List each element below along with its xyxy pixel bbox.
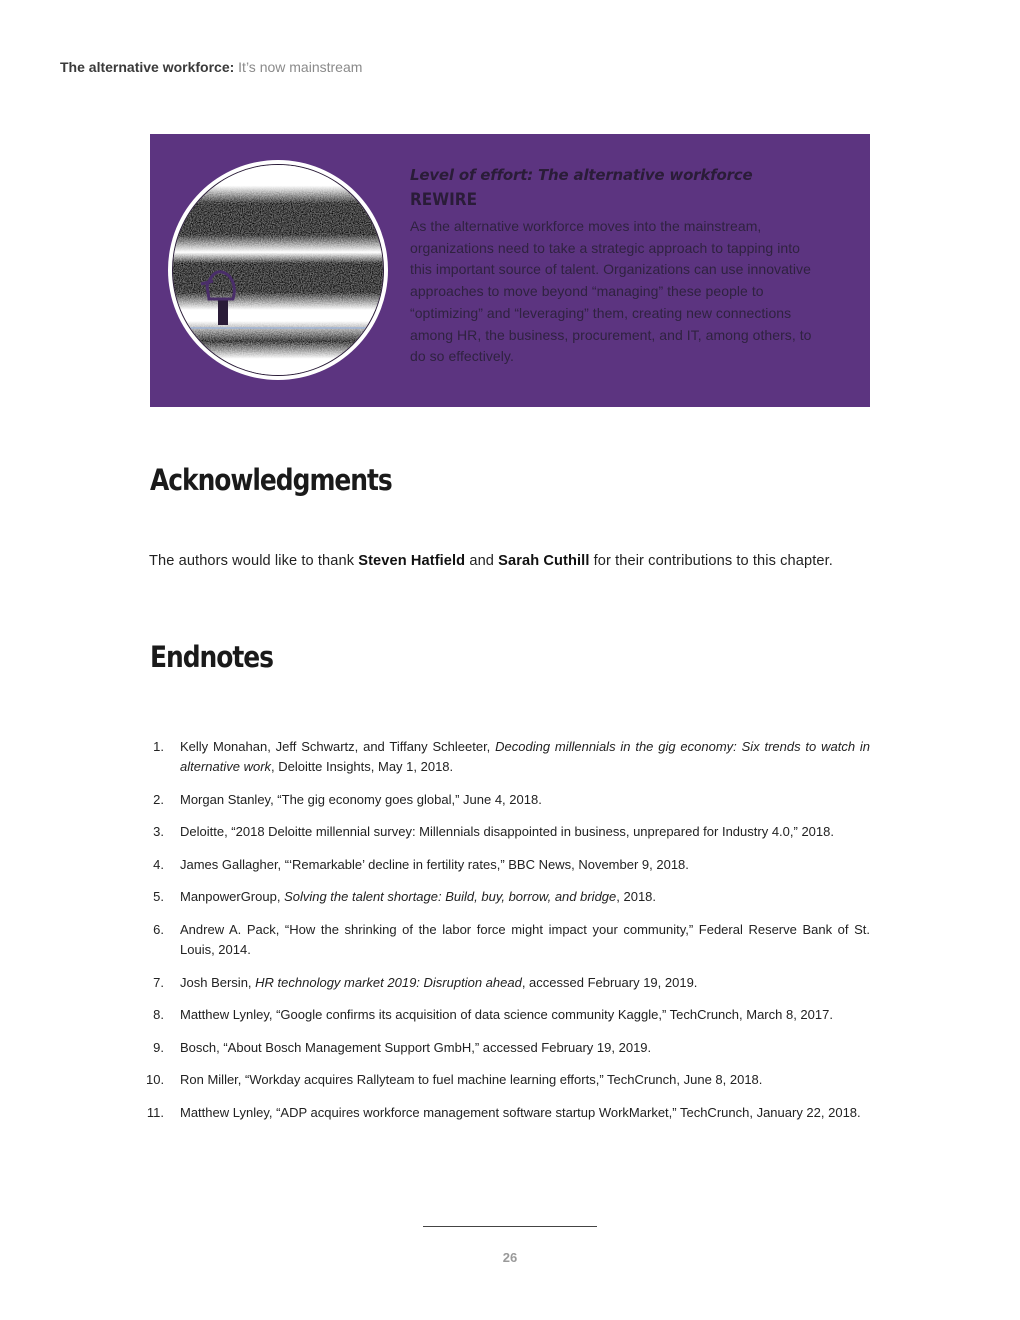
endnote-title: Decoding millennials in the gig economy: Six trends to watch in alternative work xyxy=(180,739,870,774)
endnote-item xyxy=(150,1038,870,1058)
endnote-number: 11. xyxy=(146,1104,164,1120)
endnote-item xyxy=(150,973,870,993)
endnote-text: Matthew Lynley, “Google confirms its acquisition of data science community Kaggle,” TechCrunch, March 8, 2017. xyxy=(180,1007,833,1023)
ack-post: for their contributions to this chapter. xyxy=(589,553,833,569)
endnotes-heading: Endnotes xyxy=(150,640,273,674)
ack-name-2: Sarah Cuthill xyxy=(498,553,590,569)
footer-divider xyxy=(423,1226,597,1227)
endnote-title: Solving the talent shortage: Build, buy, borrow, and bridge xyxy=(284,889,617,905)
endnote-number: 4. xyxy=(153,856,164,872)
endnote-number: 8. xyxy=(153,1007,164,1023)
endnote-text: Josh Bersin, xyxy=(180,974,256,990)
page-number: 26 xyxy=(502,1250,518,1265)
endnote-item xyxy=(150,855,870,875)
ack-name-1: Steven Hatfield xyxy=(358,553,466,569)
endnote-item xyxy=(150,790,870,810)
endnote-text-tail: , Deloitte Insights, May 1, 2018. xyxy=(271,759,454,774)
endnote-text: Kelly Monahan, Jeff Schwartz, and Tiffany Schleeter, xyxy=(180,739,496,754)
endnote-item xyxy=(150,737,870,777)
acknowledgments-text xyxy=(149,553,833,569)
endnote-number: 1. xyxy=(153,739,164,754)
endnote-item xyxy=(150,887,870,907)
endnote-text: James Gallagher, “‘Remarkable’ decline in fertility rates,” BBC News, November 9, 2018. xyxy=(180,856,689,872)
endnote-text: Ron Miller, “Workday acquires Rallyteam to fuel machine learning efforts,” TechCrunch, June 8, 2018. xyxy=(180,1072,763,1088)
endnote-text: Andrew A. Pack, “How the shrinking of the labor force might impact your community,” Federal Reserve Bank of St. Louis, 2014. xyxy=(180,921,870,957)
ack-pre: The authors would like to thank xyxy=(149,553,359,569)
endnote-text: Deloitte, “2018 Deloitte millennial survey: Millennials disappointed in business, unprepared for Industry 4.0,” 2018. xyxy=(180,824,834,840)
running-header-title: The alternative workforce: xyxy=(60,59,235,75)
endnote-number: 9. xyxy=(153,1039,164,1055)
endnote-number: 7. xyxy=(153,974,164,990)
endnote-item xyxy=(146,1103,870,1123)
level-of-effort-callout xyxy=(150,134,870,407)
callout-kicker: Level of effort: The alternative workforce xyxy=(410,166,753,184)
endnote-item xyxy=(150,1005,870,1025)
endnote-item xyxy=(150,920,870,960)
running-header-subtitle: It’s now mainstream xyxy=(234,59,363,75)
endnote-item xyxy=(150,822,870,842)
endnote-number: 10. xyxy=(146,1072,165,1088)
callout-level: REWIRE xyxy=(410,190,478,210)
endnote-text: Morgan Stanley, “The gig economy goes global,” June 4, 2018. xyxy=(180,791,542,807)
callout-body: As the alternative workforce moves into the mainstream, organizations need to take a strategic approach to tapping into this important source of talent. Organizations can use innovative approaches to move beyond “managing” these people to “optimizing” and “leveraging” them, creating new connections among HR, the business, procurement, and IT, among others, to do so effectively. xyxy=(410,218,812,365)
endnote-number: 5. xyxy=(153,889,164,905)
endnote-number: 6. xyxy=(153,921,164,937)
endnote-text-tail: , 2018. xyxy=(616,889,657,905)
endnote-text: ManpowerGroup, xyxy=(180,889,285,905)
acknowledgments-heading: Acknowledgments xyxy=(150,463,392,497)
endnote-text: Matthew Lynley, “ADP acquires workforce management software startup WorkMarket,” TechCrunch, January 22, 2018. xyxy=(180,1104,861,1120)
endnote-text: Bosch, “About Bosch Management Support GmbH,” accessed February 19, 2019. xyxy=(180,1039,652,1055)
endnote-number: 3. xyxy=(153,824,164,840)
endnote-text-tail: , accessed February 19, 2019. xyxy=(521,974,698,990)
ack-mid: and xyxy=(465,553,499,569)
endnotes-list xyxy=(146,737,870,1136)
endnote-number: 2. xyxy=(153,791,164,807)
endnote-title: HR technology market 2019: Disruption ahead xyxy=(255,974,522,990)
running-header xyxy=(60,59,362,75)
endnote-item xyxy=(146,1070,870,1090)
circular-dotted-illustration-icon xyxy=(167,159,389,381)
